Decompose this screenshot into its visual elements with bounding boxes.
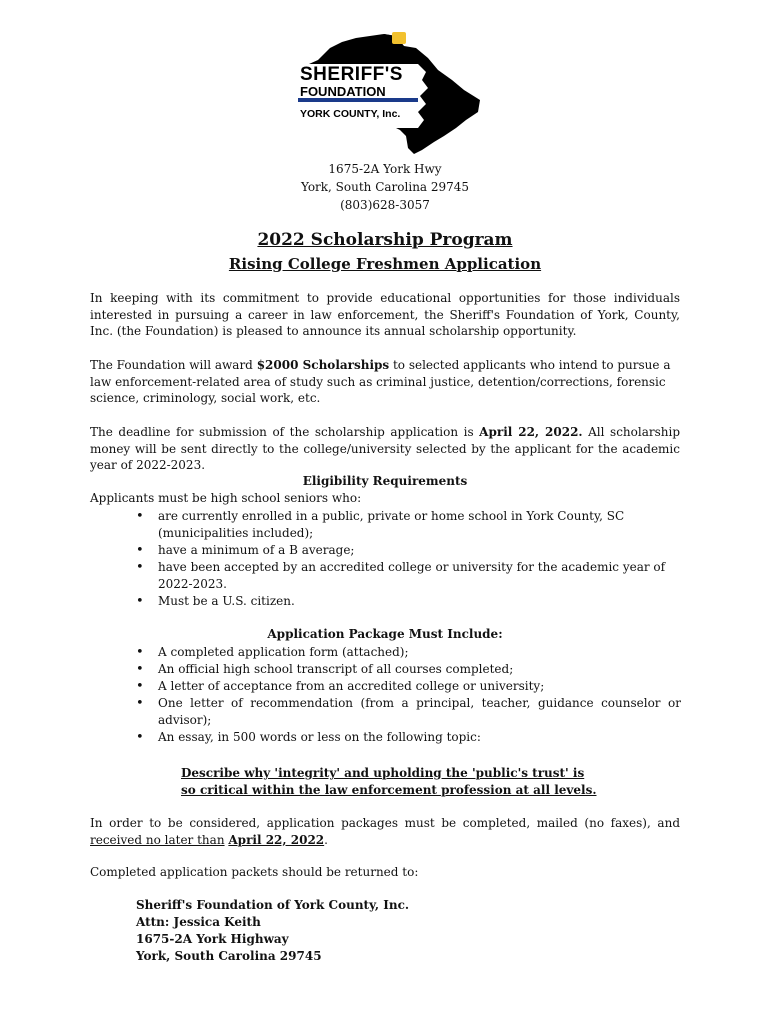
logo-text-york-county: YORK COUNTY, Inc.: [300, 108, 401, 120]
logo-text-sheriffs: SHERIFF'S: [300, 64, 403, 85]
deadline-paragraph: The deadline for submission of the scholarship application is April 22, 2022. All scholarship money will be sent directly to the college/university selected by the applicant for the academic year of 2022-2023.: [90, 425, 681, 472]
received-underline: received no later than: [90, 832, 225, 847]
list-item: • A completed application form (attached);: [136, 644, 681, 661]
list-item: • have been accepted by an accredited college or university for the academic year of 2022-2023.: [136, 559, 681, 593]
intro-paragraph: In keeping with its commitment to provide educational opportunities for those individuals interested in pursuing a career in law enforcement, the Sheriff's Foundation of York, County, Inc. (the Foundation) is pleased to announce its annual scholarship opportunity.: [90, 291, 680, 338]
phone-number: (803)628-3057: [340, 198, 430, 212]
mailing-line-4: York, South Carolina 29745: [136, 949, 322, 963]
deadline-date: April 22, 2022.: [479, 425, 583, 439]
mailing-address: [136, 897, 409, 965]
list-item: • Must be a U.S. citizen.: [136, 593, 681, 610]
package-heading: Application Package Must Include:: [267, 627, 503, 641]
list-item: • One letter of recommendation (from a principal, teacher, guidance counselor or advisor);: [136, 695, 681, 729]
submission-deadline: April 22, 2022: [228, 832, 325, 847]
page-subtitle: Rising College Freshmen Application: [228, 255, 542, 273]
award-paragraph: The Foundation will award $2000 Scholarships to selected applicants who intend to pursue a law enforcement-related area of study such as criminal justice, detention/corrections, forensic science, criminology, social work, etc.: [90, 358, 671, 405]
submission-paragraph: In order to be considered, application packages must be completed, mailed (no faxes), and received no later than April 22, 2022.: [90, 816, 680, 847]
eligibility-heading: Eligibility Requirements: [302, 474, 468, 488]
mailing-line-3: 1675-2A York Highway: [136, 932, 289, 946]
mailing-line-1: Sheriff's Foundation of York County, Inc.: [136, 898, 410, 912]
page-title: 2022 Scholarship Program: [257, 230, 513, 250]
list-item: • have a minimum of a B average;: [136, 542, 681, 559]
logo-accent-mark: [392, 32, 406, 44]
eligibility-list: [136, 508, 681, 610]
list-item: • are currently enrolled in a public, private or home school in York County, SC (municipalities included);: [136, 508, 681, 542]
list-item: • An essay, in 500 words or less on the following topic:: [136, 729, 681, 746]
list-item: • An official high school transcript of all courses completed;: [136, 661, 681, 678]
essay-topic: Describe why 'integrity' and upholding the 'public's trust' is so critical within the law enforcement profession at all levels.: [181, 766, 597, 797]
mailing-line-2: Attn: Jessica Keith: [136, 915, 261, 929]
logo-text-foundation: FOUNDATION: [300, 84, 386, 99]
eligibility-lead: Applicants must be high school seniors who:: [90, 491, 362, 505]
award-amount: $2000 Scholarships: [256, 358, 390, 372]
return-instructions: Completed application packets should be returned to:: [90, 865, 419, 879]
list-item: • A letter of acceptance from an accredited college or university;: [136, 678, 681, 695]
address-line-2: York, South Carolina 29745: [300, 180, 470, 194]
address-line-1: 1675-2A York Hwy: [328, 162, 442, 176]
package-list: [136, 644, 681, 746]
address-block: [0, 160, 770, 214]
